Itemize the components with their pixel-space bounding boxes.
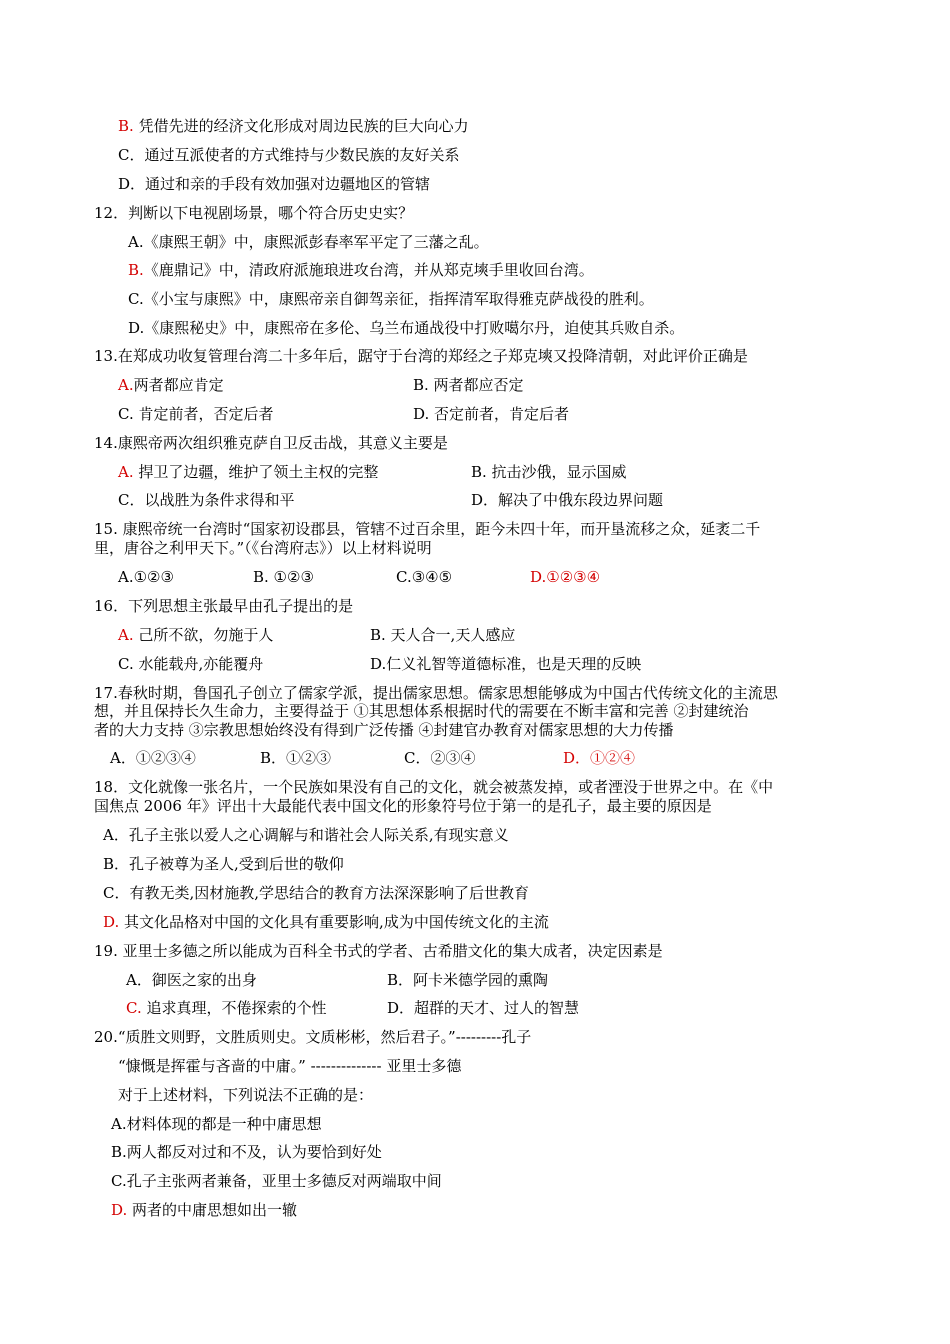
- option-20c: C.孔子主张两者兼备，亚里士多德反对两端取中间: [111, 1172, 442, 1190]
- option-16d: D.仁义礼智等道德标准，也是天理的反映: [370, 655, 642, 673]
- answer-letter: B.: [128, 261, 144, 279]
- option-11d: D．通过和亲的手段有效加强对边疆地区的管辖: [118, 175, 431, 193]
- option-text: 捍卫了边疆，维护了领土主权的完整: [138, 463, 379, 481]
- option-17d: D．①②④: [563, 749, 636, 767]
- question-20-line1: 20.“质胜文则野，文胜质则史。文质彬彬，然后君子。”---------孔子: [94, 1028, 532, 1046]
- answer-letter: A.: [118, 376, 134, 394]
- option-text: 《鹿鼎记》中，清政府派施琅进攻台湾，并从郑克塽手里收回台湾。: [143, 261, 594, 279]
- option-14a: [118, 462, 378, 482]
- option-16b: B. 天人合一,天人感应: [370, 626, 516, 644]
- option-14b: B. 抗击沙俄，显示国威: [471, 463, 627, 481]
- option-17a: A．①②③④: [110, 749, 196, 767]
- option-15d: D.①②③④: [530, 568, 601, 586]
- option-13c: C. 肯定前者，否定后者: [118, 405, 274, 423]
- answer-letter: D.: [111, 1201, 128, 1219]
- option-11c: C．通过互派使者的方式维持与少数民族的友好关系: [118, 146, 460, 164]
- question-16: 16．下列思想主张最早由孔子提出的是: [94, 597, 354, 615]
- question-20-line3: 对于上述材料，下列说法不正确的是：: [118, 1086, 374, 1104]
- answer-letter: A.: [118, 463, 134, 481]
- option-16c: C. 水能载舟,亦能覆舟: [118, 655, 264, 673]
- option-19c: [126, 998, 327, 1018]
- option-18c: C．有教无类,因材施教,学思结合的教育方法深深影响了后世教育: [103, 884, 530, 902]
- question-13: 13.在郑成功收复管理台湾二十多年后，踞守于台湾的郑经之子郑克塽又投降清朝，对此评价正确是: [94, 347, 748, 365]
- option-14c: C．以战胜为条件求得和平: [118, 491, 295, 509]
- option-19a: A．御医之家的出身: [126, 971, 257, 989]
- option-17b: B．①②③: [260, 749, 332, 767]
- option-text: 追求真理，不倦探索的个性: [146, 999, 327, 1017]
- question-17-line2: 想，并且保持长久生命力，主要得益于 ①其思想体系根据时代的需要在不断丰富和完善 ②封建统治: [94, 702, 749, 720]
- question-12: 12．判断以下电视剧场景，哪个符合历史史实？: [94, 204, 414, 222]
- option-14d: D．解决了中俄东段边界问题: [471, 491, 664, 509]
- option-12a: A.《康熙王朝》中，康熙派彭春率军平定了三藩之乱。: [128, 233, 489, 251]
- answer-letter: D.: [103, 913, 120, 931]
- option-13b: B. 两者都应否定: [413, 376, 524, 394]
- question-14: 14.康熙帝两次组织雅克萨自卫反击战，其意义主要是: [94, 434, 448, 452]
- option-20d: [111, 1200, 297, 1220]
- option-15b: B. ①②③: [253, 568, 314, 586]
- option-12d: D.《康熙秘史》中，康熙帝在多伦、乌兰布通战役中打败噶尔丹，迫使其兵败自杀。: [128, 319, 685, 337]
- option-12b: [128, 260, 594, 280]
- option-20a: A.材料体现的都是一种中庸思想: [111, 1115, 322, 1133]
- option-13a: [118, 375, 224, 395]
- question-17-line1: 17.春秋时期，鲁国孔子创立了儒家学派，提出儒家思想。儒家思想能够成为中国古代传统文化的主流思: [94, 684, 778, 702]
- answer-letter: C.: [126, 999, 142, 1017]
- option-16a: [118, 625, 273, 645]
- option-19b: B．阿卡米德学园的熏陶: [387, 971, 549, 989]
- option-text: 两者的中庸思想如出一辙: [132, 1201, 298, 1219]
- answer-letter: A.: [118, 626, 134, 644]
- question-18-line1: 18．文化就像一张名片，一个民族如果没有自己的文化，就会被蒸发掉，或者湮没于世界之中。在《中: [94, 778, 774, 796]
- answer-letter: B.: [118, 117, 134, 135]
- option-18a: A．孔子主张以爱人之心调解与和谐社会人际关系,有现实意义: [103, 826, 509, 844]
- option-20b: B.两人都反对过和不及，认为要恰到好处: [111, 1143, 382, 1161]
- option-12c: C.《小宝与康熙》中，康熙帝亲自御驾亲征，指挥清军取得雅克萨战役的胜利。: [128, 290, 654, 308]
- option-text: 两者都应肯定: [133, 376, 224, 394]
- option-15c: C.③④⑤: [396, 568, 453, 586]
- option-15a: A.①②③: [118, 568, 174, 586]
- question-19: 19. 亚里士多德之所以能成为百科全书式的学者、古希腊文化的集大成者，决定因素是: [94, 942, 663, 960]
- question-20-line2: “慷慨是挥霍与吝啬的中庸。” -------------- 亚里士多德: [118, 1057, 462, 1075]
- option-17c: C．②③④: [404, 749, 476, 767]
- question-17-line3: 者的大力支持 ③宗教思想始终没有得到广泛传播 ④封建官办教育对儒家思想的大力传播: [94, 721, 674, 739]
- option-18d: [103, 912, 549, 932]
- option-13d: D. 否定前者，肯定后者: [413, 405, 570, 423]
- question-15-line2: 里，唐谷之利甲天下。”（《台湾府志》）以上材料说明: [94, 539, 432, 557]
- option-text: 己所不欲，勿施于人: [138, 626, 274, 644]
- question-15-line1: 15. 康熙帝统一台湾时“国家初设郡县，管辖不过百余里，距今未四十年，而开垦流移之众，延袤二千: [94, 520, 761, 538]
- question-18-line2: 国焦点 2006 年》评出十大最能代表中国文化的形象符号位于第一的是孔子，最主要的原因是: [94, 797, 712, 815]
- option-text: 凭借先进的经济文化形成对周边民族的巨大向心力: [138, 117, 469, 135]
- option-18b: B．孔子被尊为圣人,受到后世的敬仰: [103, 855, 344, 873]
- option-19d: D．超群的天才、过人的智慧: [387, 999, 580, 1017]
- option-11b: [118, 116, 469, 136]
- option-text: 其文化品格对中国的文化具有重要影响,成为中国传统文化的主流: [124, 913, 549, 931]
